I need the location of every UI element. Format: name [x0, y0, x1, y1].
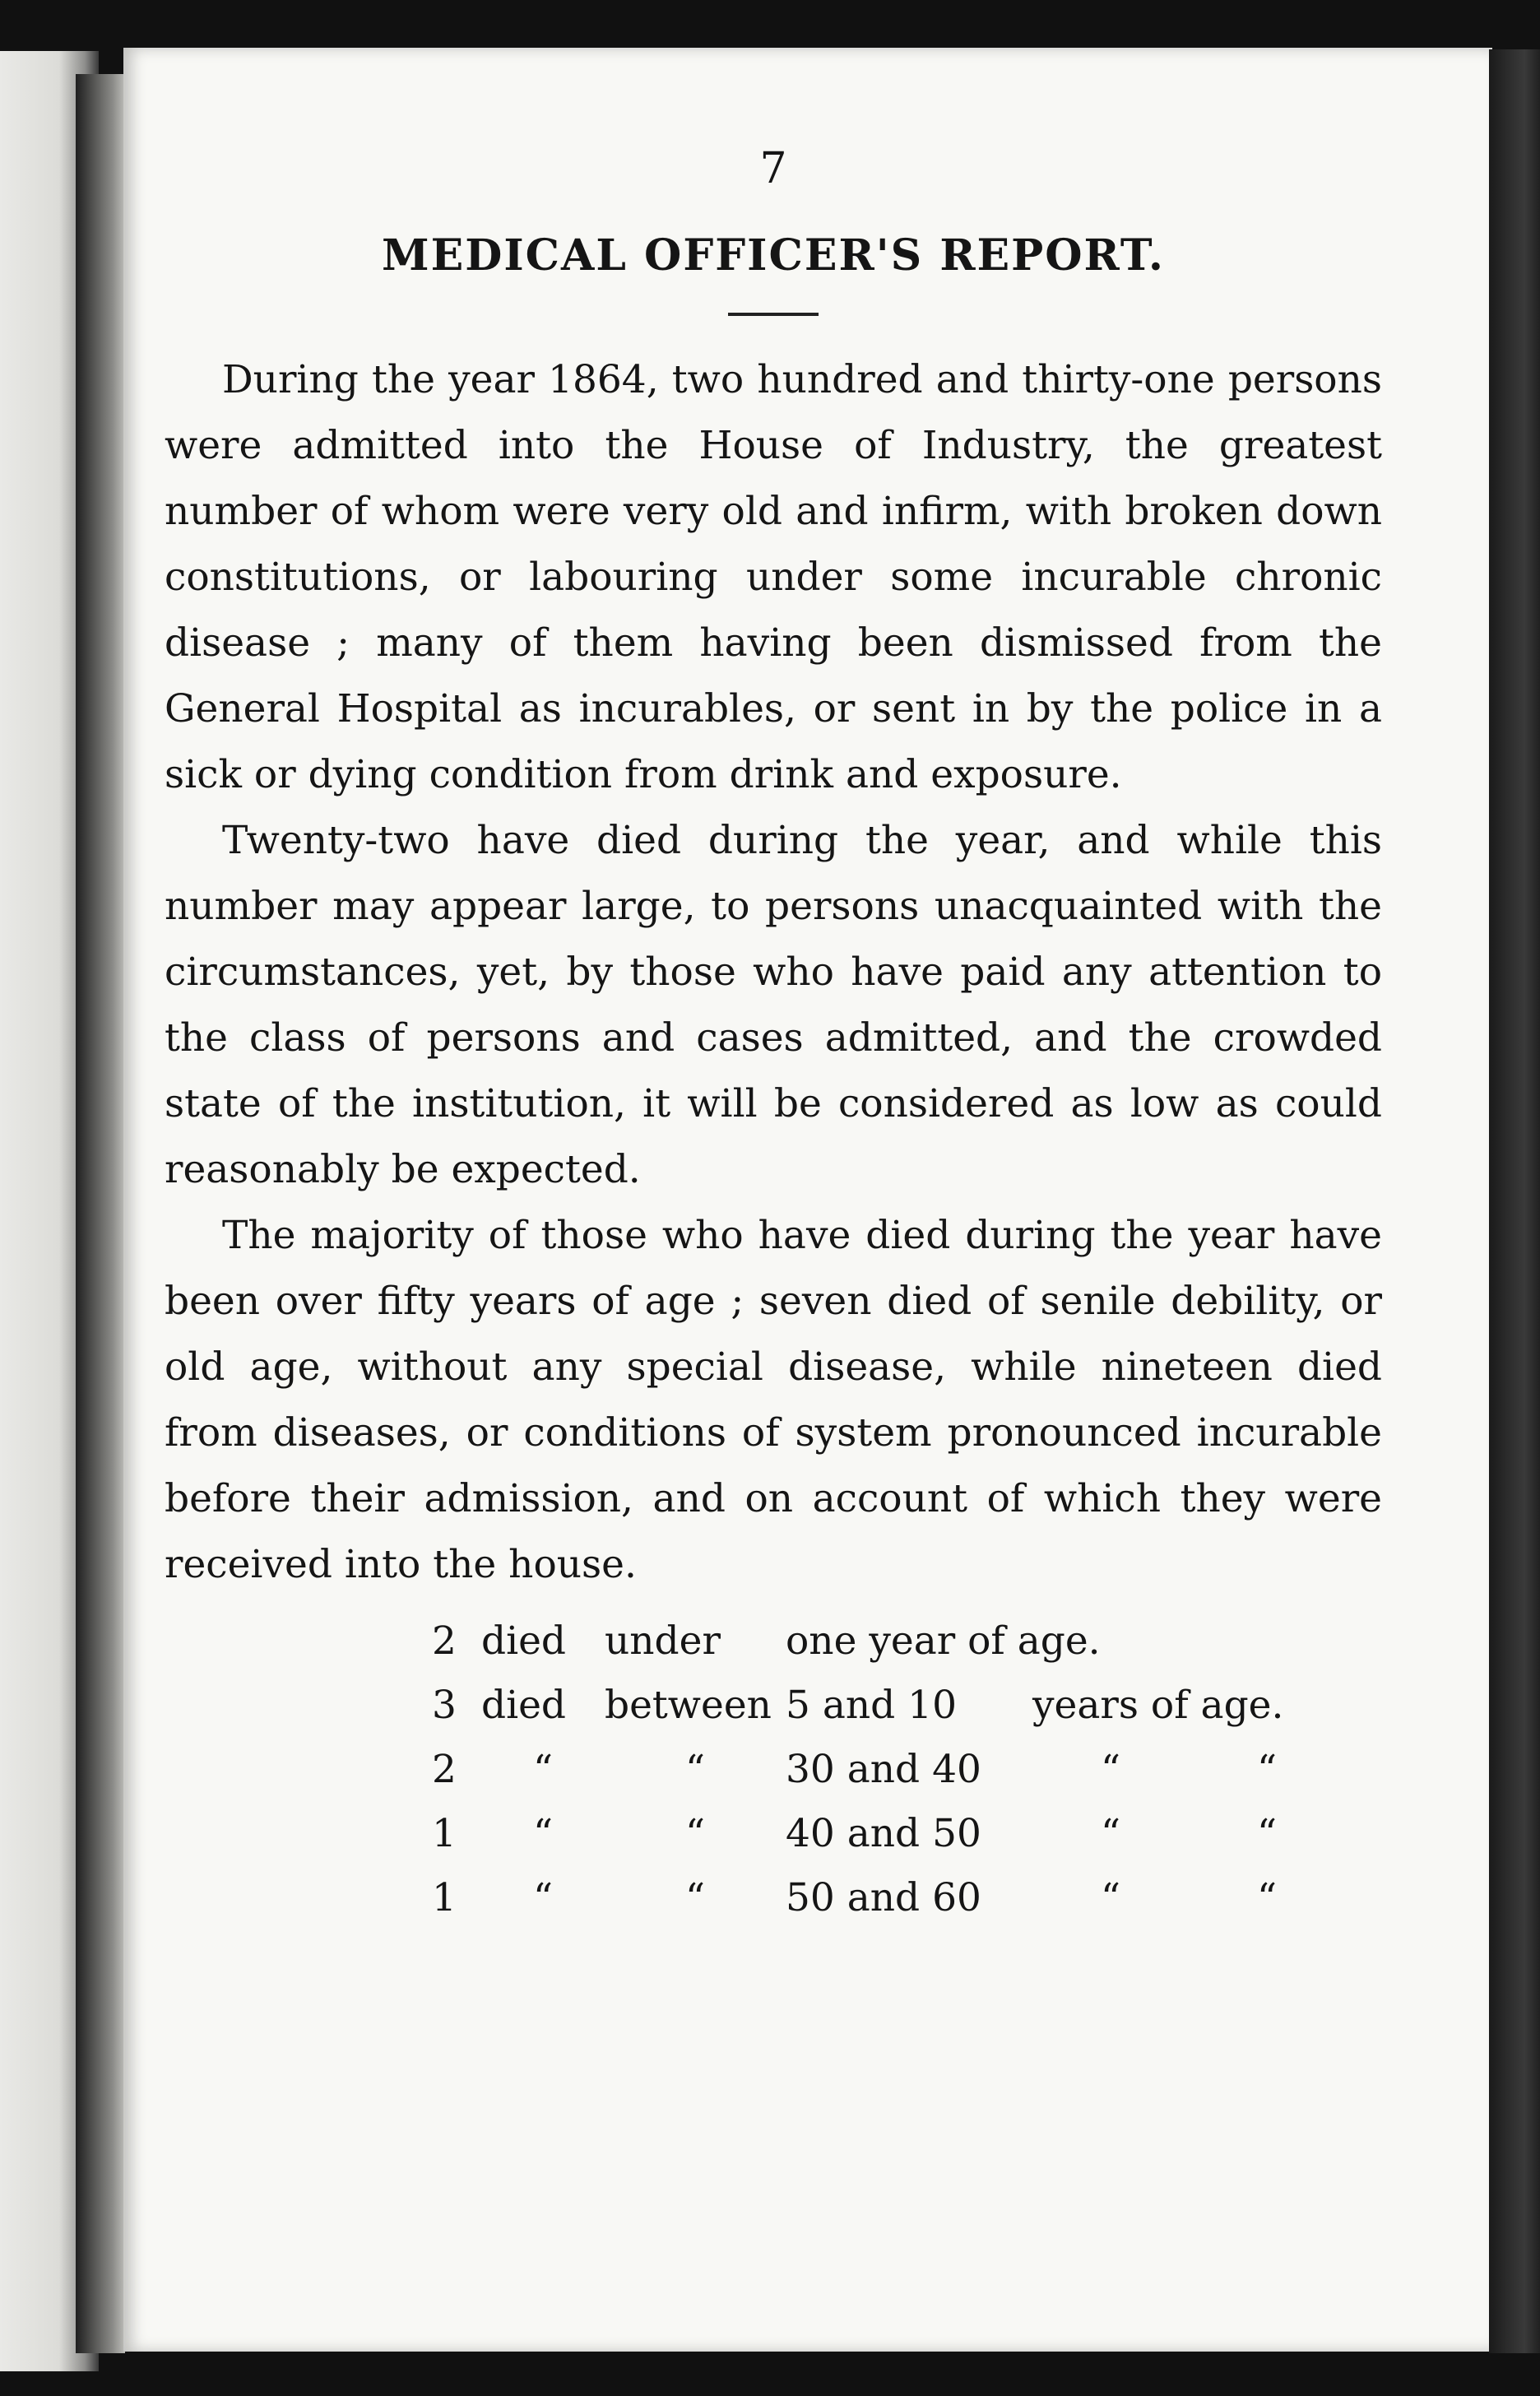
- ditto-mark: “: [1256, 1811, 1278, 1856]
- table-row: [432, 1609, 1345, 1674]
- table-row: [432, 1674, 1345, 1738]
- age-range: 5 and 10: [786, 1683, 957, 1728]
- title-rule: [728, 313, 819, 316]
- deaths-by-age-table: [432, 1609, 1345, 1930]
- ditto-mark: “: [1256, 1747, 1278, 1792]
- death-count: 1: [432, 1811, 457, 1856]
- death-count: 3: [432, 1683, 457, 1728]
- ditto-mark: “: [532, 1811, 554, 1856]
- age-range: 50 and 60: [786, 1875, 981, 1920]
- paragraph-majority: The majority of those who have died during the year have been over fifty years of age ; seven died of senile debility, or old age, without any special disease, while nineteen died from diseases, or conditions of system pronounced incurable before their admission, and on account of which they were received into the house.: [165, 1213, 1382, 1587]
- age-range: 30 and 40: [786, 1747, 981, 1792]
- ditto-mark: “: [1100, 1811, 1121, 1856]
- ditto-mark: “: [1100, 1747, 1121, 1792]
- died-text: died: [481, 1683, 567, 1728]
- paragraph-deaths: Twenty-two have died during the year, and while this number may appear large, to persons unacquainted with the circumstances, yet, by those who have paid any attention to the class of persons and cases admitted, and the crowded state of the institution, it will be considered as low as could reasonably be expected.: [165, 818, 1382, 1192]
- died-text: died: [481, 1618, 567, 1664]
- age-unit: years of age.: [1032, 1683, 1284, 1728]
- report-title: MEDICAL OFFICER'S REPORT.: [382, 230, 1165, 281]
- ditto-mark: “: [1256, 1875, 1278, 1920]
- age-range: 40 and 50: [786, 1811, 981, 1856]
- book-gutter: [76, 74, 125, 2353]
- age-relation: under: [605, 1618, 721, 1664]
- ditto-mark: “: [684, 1875, 706, 1920]
- paragraph-admissions: During the year 1864, two hundred and thirty-one persons were admitted into the House of Industry, the greatest number of whom were very old and infirm, with broken down constitutions, or labouring under some incurable chronic disease ; many of them having been dismissed from the General Hospital as incurables, or sent in by the police in a sick or dying condition from drink and exposure.: [165, 357, 1382, 797]
- death-count: 2: [432, 1618, 457, 1664]
- age-range: one year of age.: [786, 1618, 1101, 1664]
- page-text: [165, 140, 1382, 1930]
- page-number: 7: [759, 144, 787, 193]
- age-relation: between: [605, 1683, 772, 1728]
- table-row: [432, 1738, 1345, 1802]
- ditto-mark: “: [532, 1875, 554, 1920]
- ditto-mark: “: [684, 1811, 706, 1856]
- ditto-mark: “: [532, 1747, 554, 1792]
- ditto-mark: “: [684, 1747, 706, 1792]
- death-count: 2: [432, 1747, 457, 1792]
- table-row: [432, 1802, 1345, 1866]
- page-edge-shadow: [1489, 49, 1540, 2353]
- ditto-mark: “: [1100, 1875, 1121, 1920]
- death-count: 1: [432, 1875, 457, 1920]
- table-row: [432, 1866, 1345, 1930]
